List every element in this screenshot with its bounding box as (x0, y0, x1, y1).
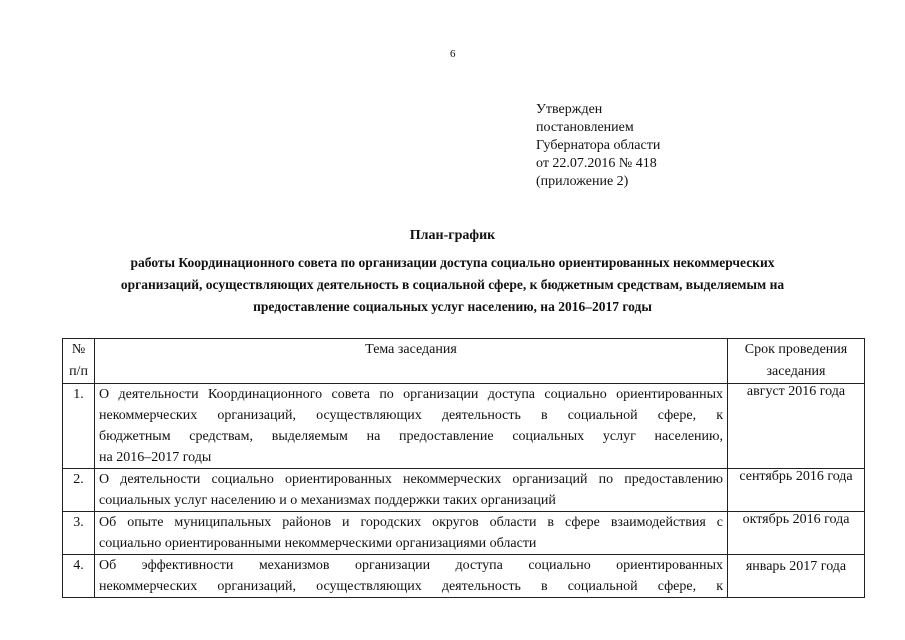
document-title: План-график (409, 228, 496, 243)
table-row (63, 555, 865, 598)
table-row (63, 384, 865, 469)
topic-line: на 2016–2017 годы (99, 450, 212, 465)
approval-block (536, 101, 660, 191)
schedule-table (62, 338, 865, 598)
topic-line: О деятельности социально ориентированных некоммерческих организаций по предоставлению (99, 472, 723, 487)
topic-line: социально ориентированными некоммерческими организациями области (99, 536, 537, 551)
topic-line: О деятельности Координационного совета по организации доступа социально ориентированных (99, 387, 723, 402)
subtitle-line: работы Координационного совета по организации доступа социально ориентированных некоммерческих (130, 255, 775, 270)
row-topic (95, 384, 728, 469)
header-date-line: Срок проведения (744, 342, 848, 357)
row-date: январь 2017 года (728, 555, 865, 598)
topic-line: социальных услуг населению и о механизмах поддержки таких организаций (99, 493, 556, 508)
row-topic (95, 512, 728, 555)
topic-line: Об опыте муниципальных районов и городских округов области в сфере взаимодействия с (99, 515, 723, 530)
topic-line: некоммерческих организаций, осуществляющих деятельность в социальной сфере, к (99, 408, 723, 423)
row-number: 4. (63, 555, 95, 598)
approval-line: постановлением (536, 120, 634, 135)
subtitle-line: организаций, осуществляющих деятельность в социальной сфере, к бюджетным средствам, выделяемым на (120, 277, 785, 292)
topic-line: бюджетным средствам, выделяемым на предоставление социальных услуг населению, (99, 429, 723, 444)
table-header-row (63, 339, 865, 384)
document-subtitle (90, 252, 815, 318)
approval-line: от 22.07.2016 № 418 (536, 156, 657, 171)
header-number (63, 339, 95, 384)
table-row (63, 512, 865, 555)
row-number: 2. (63, 469, 95, 512)
header-topic (95, 339, 728, 384)
row-topic (95, 469, 728, 512)
subtitle-line: предоставление социальных услуг населению, на 2016–2017 годы (253, 299, 652, 314)
header-date-line: заседания (766, 364, 826, 379)
approval-line: Губернатора области (536, 138, 661, 153)
header-date (728, 339, 865, 384)
table-row (63, 469, 865, 512)
row-date: август 2016 года (728, 384, 865, 469)
header-number-line: п/п (69, 364, 88, 379)
header-number-line: № (71, 342, 86, 357)
approval-line: (приложение 2) (536, 174, 629, 189)
topic-line: некоммерческих организаций, осуществляющих деятельность в социальной сфере, к (99, 579, 723, 594)
page-number: 6 (450, 48, 456, 60)
row-date: октябрь 2016 года (728, 512, 865, 555)
approval-line: Утвержден (536, 102, 603, 117)
row-topic (95, 555, 728, 598)
topic-line: Об эффективности механизмов организации доступа социально ориентированных (99, 558, 723, 573)
row-date: сентябрь 2016 года (728, 469, 865, 512)
row-number: 3. (63, 512, 95, 555)
row-number: 1. (63, 384, 95, 469)
header-topic-label: Тема заседания (365, 342, 457, 357)
